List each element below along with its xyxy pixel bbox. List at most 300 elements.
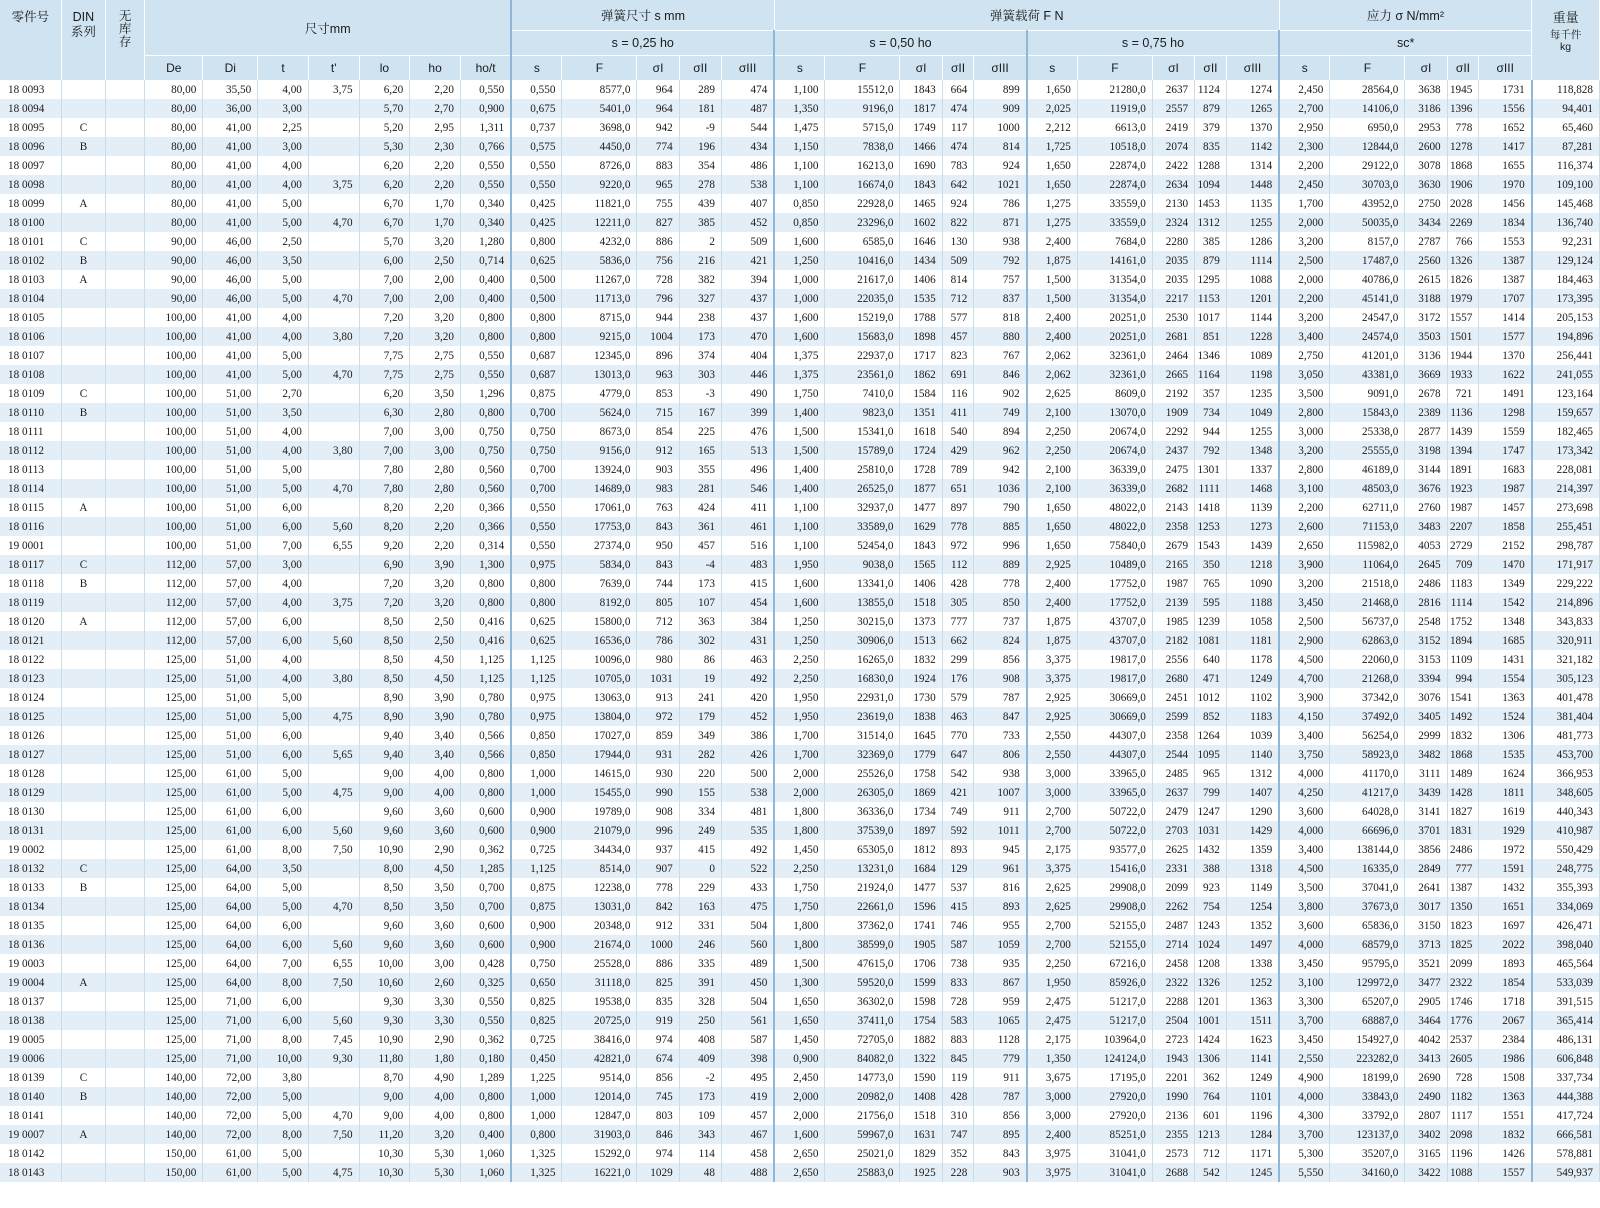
table-cell: 52155,0	[1077, 935, 1152, 954]
table-cell: 2165	[1152, 555, 1194, 574]
table-cell: 538	[721, 175, 774, 194]
table-cell: 492	[721, 840, 774, 859]
table-cell: 2269	[1447, 213, 1479, 232]
table-cell: 1631	[900, 1125, 942, 1144]
table-cell: 43707,0	[1077, 612, 1152, 631]
table-cell: 1831	[1447, 821, 1479, 840]
din-series-cell: B	[61, 878, 105, 897]
table-cell: 893	[974, 897, 1027, 916]
table-cell: 1059	[974, 935, 1027, 954]
table-cell	[308, 99, 359, 118]
table-cell: 21924,0	[825, 878, 900, 897]
table-cell: 4,00	[258, 422, 309, 441]
table-cell: 1017	[1195, 308, 1227, 327]
table-cell: 487	[721, 99, 774, 118]
table-cell: 767	[974, 346, 1027, 365]
table-cell: 1239	[1195, 612, 1227, 631]
table-cell: 1,700	[774, 745, 825, 764]
table-cell: 846	[974, 365, 1027, 384]
table-cell: 1501	[1447, 327, 1479, 346]
table-cell: 909	[974, 99, 1027, 118]
table-cell: 1448	[1226, 175, 1279, 194]
table-cell: 80,00	[145, 80, 203, 99]
table-row	[0, 232, 1600, 251]
table-cell: 61,00	[203, 1163, 258, 1182]
table-cell: 1,950	[774, 555, 825, 574]
table-cell: 2143	[1152, 498, 1194, 517]
table-cell: 1196	[1226, 1106, 1279, 1125]
table-cell: 825	[637, 973, 679, 992]
table-cell: 2192	[1152, 384, 1194, 403]
table-cell: 59967,0	[825, 1125, 900, 1144]
table-cell: 22874,0	[1077, 156, 1152, 175]
part-number-cell: 18 0122	[0, 650, 61, 669]
table-cell: 8,00	[258, 840, 309, 859]
table-cell: 2,400	[1027, 232, 1078, 251]
table-cell: 5,70	[359, 99, 410, 118]
table-cell: 1754	[900, 1011, 942, 1030]
table-cell: 125,00	[145, 821, 203, 840]
table-cell: 712	[942, 289, 974, 308]
table-cell: 2703	[1152, 821, 1194, 840]
table-cell: 14106,0	[1330, 99, 1405, 118]
table-cell: 488	[721, 1163, 774, 1182]
table-cell: 2605	[1447, 1049, 1479, 1068]
table-cell: 1429	[1226, 821, 1279, 840]
table-cell: 827	[637, 213, 679, 232]
table-cell: 302	[679, 631, 721, 650]
table-cell: 1829	[900, 1144, 942, 1163]
table-cell: 5,00	[258, 479, 309, 498]
table-cell: 3464	[1405, 1011, 1447, 1030]
table-cell: 17753,0	[562, 517, 637, 536]
table-cell: 961	[974, 859, 1027, 878]
table-cell: 3144	[1405, 460, 1447, 479]
table-cell	[106, 118, 145, 137]
table-cell: 3,675	[1027, 1068, 1078, 1087]
part-number-cell: 18 0142	[0, 1144, 61, 1163]
table-cell: 171,917	[1532, 555, 1600, 574]
table-cell: 0,366	[460, 517, 511, 536]
header-no-stock: 无 库 存	[106, 0, 145, 80]
table-cell: 886	[637, 954, 679, 973]
table-cell: 1923	[1447, 479, 1479, 498]
table-cell: 1301	[1195, 460, 1227, 479]
table-cell: 72,00	[203, 1068, 258, 1087]
table-row	[0, 707, 1600, 726]
table-cell: 1128	[974, 1030, 1027, 1049]
table-cell: 5,00	[258, 1144, 309, 1163]
table-cell: 125,00	[145, 840, 203, 859]
table-cell: 2486	[1405, 574, 1447, 593]
table-cell: 787	[974, 1087, 1027, 1106]
table-cell: 3,450	[1279, 1030, 1330, 1049]
table-cell: 1,250	[774, 251, 825, 270]
subheader-dim-0: De	[145, 56, 203, 81]
table-row	[0, 992, 1600, 1011]
table-cell: 27374,0	[562, 536, 637, 555]
table-cell	[308, 574, 359, 593]
table-cell: 972	[942, 536, 974, 555]
table-row	[0, 1144, 1600, 1163]
table-cell: 0	[679, 859, 721, 878]
table-cell: 2,925	[1027, 707, 1078, 726]
table-cell: 0,550	[460, 175, 511, 194]
table-cell: 1417	[1479, 137, 1532, 156]
table-cell: 6613,0	[1077, 118, 1152, 137]
table-cell: 818	[974, 308, 1027, 327]
table-cell: 167	[679, 403, 721, 422]
header-spring-load: 弹簧载荷 F N	[774, 0, 1279, 31]
table-cell: 908	[637, 802, 679, 821]
table-cell: 2600	[1405, 137, 1447, 156]
table-cell	[308, 650, 359, 669]
table-row	[0, 631, 1600, 650]
table-cell: 16335,0	[1330, 859, 1405, 878]
table-cell: 837	[974, 289, 1027, 308]
table-cell: -3	[679, 384, 721, 403]
table-cell: 25883,0	[825, 1163, 900, 1182]
header-part-no: 零件号	[0, 0, 61, 80]
table-cell	[106, 593, 145, 612]
table-cell: 2331	[1152, 859, 1194, 878]
table-cell: 100,00	[145, 365, 203, 384]
table-cell: 21674,0	[562, 935, 637, 954]
table-row	[0, 574, 1600, 593]
table-cell: 2530	[1152, 308, 1194, 327]
table-cell: 129972,0	[1330, 973, 1405, 992]
table-cell: 452	[721, 213, 774, 232]
table-cell: 1924	[900, 669, 942, 688]
table-cell: 2557	[1152, 99, 1194, 118]
table-cell: 129,124	[1532, 251, 1600, 270]
table-cell: 0,500	[511, 289, 562, 308]
table-cell: 458	[721, 1144, 774, 1163]
table-cell: 854	[637, 422, 679, 441]
table-cell: 1431	[1479, 650, 1532, 669]
table-cell: 2,800	[1279, 403, 1330, 422]
table-cell: 3078	[1405, 156, 1447, 175]
table-cell: 3198	[1405, 441, 1447, 460]
table-cell: 1,125	[460, 669, 511, 688]
table-cell: 1,875	[1027, 631, 1078, 650]
subheader-s025-1: F	[562, 56, 637, 81]
table-cell: 0,750	[511, 441, 562, 460]
table-cell: -9	[679, 118, 721, 137]
table-cell: 2953	[1405, 118, 1447, 137]
table-cell: 4,00	[410, 764, 461, 783]
table-cell: 2,500	[1279, 251, 1330, 270]
table-cell: 4,75	[308, 707, 359, 726]
part-number-cell: 18 0118	[0, 574, 61, 593]
table-row	[0, 935, 1600, 954]
table-cell: 0,550	[511, 517, 562, 536]
table-cell: 6950,0	[1330, 118, 1405, 137]
table-cell: 4,70	[308, 213, 359, 232]
table-cell: 8,90	[359, 707, 410, 726]
table-cell: 27920,0	[1077, 1087, 1152, 1106]
table-cell: 896	[637, 346, 679, 365]
table-cell: 7,20	[359, 574, 410, 593]
table-cell: 894	[974, 422, 1027, 441]
table-cell: 1987	[1152, 574, 1194, 593]
table-cell: 2,000	[1279, 213, 1330, 232]
table-cell: 4,00	[258, 669, 309, 688]
din-series-cell	[61, 821, 105, 840]
table-cell: 1542	[1479, 593, 1532, 612]
table-cell: 1288	[1195, 156, 1227, 175]
table-cell: 1684	[900, 859, 942, 878]
table-cell: 3,000	[1027, 1087, 1078, 1106]
table-cell: 1728	[900, 460, 942, 479]
table-cell: 354	[679, 156, 721, 175]
table-cell: 1024	[1195, 935, 1227, 954]
table-cell: 1428	[1447, 783, 1479, 802]
table-cell: 1697	[1479, 916, 1532, 935]
table-cell: 912	[637, 916, 679, 935]
table-cell: 61,00	[203, 783, 258, 802]
table-cell: 1243	[1195, 916, 1227, 935]
table-cell: 2,025	[1027, 99, 1078, 118]
table-cell: 1153	[1195, 289, 1227, 308]
table-cell: 1,125	[511, 859, 562, 878]
table-row	[0, 669, 1600, 688]
table-cell: 1,875	[1027, 251, 1078, 270]
table-cell: 57,00	[203, 612, 258, 631]
din-series-cell	[61, 593, 105, 612]
table-cell: 428	[942, 1087, 974, 1106]
table-cell: 2,450	[1279, 175, 1330, 194]
table-cell: 3,30	[410, 992, 461, 1011]
table-cell: 474	[942, 137, 974, 156]
table-cell: 2288	[1152, 992, 1194, 1011]
table-cell: 1535	[900, 289, 942, 308]
table-cell: 9823,0	[825, 403, 900, 422]
part-number-cell: 19 0007	[0, 1125, 61, 1144]
table-cell: 3150	[1405, 916, 1447, 935]
table-cell	[308, 1068, 359, 1087]
table-cell: 3,800	[1279, 897, 1330, 916]
table-cell: 6,00	[258, 935, 309, 954]
table-cell: 1717	[900, 346, 942, 365]
table-cell: 7,00	[359, 441, 410, 460]
table-cell: 1,950	[1027, 973, 1078, 992]
table-cell: 62711,0	[1330, 498, 1405, 517]
table-cell: 16536,0	[562, 631, 637, 650]
table-cell: 1511	[1226, 1011, 1279, 1030]
table-cell: 786	[637, 631, 679, 650]
table-cell: 64,00	[203, 859, 258, 878]
table-cell: 1559	[1479, 422, 1532, 441]
table-cell: 31903,0	[562, 1125, 637, 1144]
table-cell: 2,450	[1279, 80, 1330, 99]
table-cell: 2,550	[1027, 745, 1078, 764]
table-cell: 100,00	[145, 403, 203, 422]
table-cell: 33559,0	[1077, 213, 1152, 232]
table-cell: 516	[721, 536, 774, 555]
table-cell: 2358	[1152, 517, 1194, 536]
table-cell: 1,650	[1027, 498, 1078, 517]
table-cell: 4,300	[1279, 1106, 1330, 1125]
table-cell	[308, 688, 359, 707]
table-cell: 1348	[1226, 441, 1279, 460]
table-cell: 7,20	[359, 327, 410, 346]
table-cell: 1352	[1226, 916, 1279, 935]
table-cell: 4,70	[308, 479, 359, 498]
table-cell: 504	[721, 916, 774, 935]
table-cell: 1747	[1479, 441, 1532, 460]
table-cell: 2,90	[410, 840, 461, 859]
table-cell: 1,375	[774, 365, 825, 384]
table-cell: 256,441	[1532, 346, 1600, 365]
table-cell: 15800,0	[562, 612, 637, 631]
table-cell: 20348,0	[562, 916, 637, 935]
table-cell: 32937,0	[825, 498, 900, 517]
table-row	[0, 137, 1600, 156]
table-cell: 21617,0	[825, 270, 900, 289]
table-cell: 9220,0	[562, 175, 637, 194]
table-cell: 27920,0	[1077, 1106, 1152, 1125]
table-cell: 51,00	[203, 650, 258, 669]
table-row	[0, 99, 1600, 118]
table-cell: 385	[1195, 232, 1227, 251]
table-cell: 249	[679, 821, 721, 840]
table-cell: 1909	[1152, 403, 1194, 422]
table-cell: 365,414	[1532, 1011, 1600, 1030]
table-cell: 1004	[637, 327, 679, 346]
table-cell: 3,700	[1279, 1125, 1330, 1144]
table-cell: 2,250	[774, 859, 825, 878]
table-cell: 897	[942, 498, 974, 517]
table-cell: 5,00	[258, 346, 309, 365]
part-number-cell: 18 0133	[0, 878, 61, 897]
din-series-cell	[61, 935, 105, 954]
table-cell: 964	[637, 80, 679, 99]
subheader-s075-2: σI	[1152, 56, 1194, 81]
table-cell: 17944,0	[562, 745, 637, 764]
table-cell: 65305,0	[825, 840, 900, 859]
table-cell: 0,625	[511, 631, 562, 650]
table-cell: 1929	[1479, 821, 1532, 840]
table-cell: 17752,0	[1077, 574, 1152, 593]
table-cell: 3698,0	[562, 118, 637, 137]
table-cell: 0,450	[511, 1049, 562, 1068]
table-cell: 154927,0	[1330, 1030, 1405, 1049]
table-cell	[308, 346, 359, 365]
table-cell	[308, 612, 359, 631]
table-cell: 29122,0	[1330, 156, 1405, 175]
table-row	[0, 650, 1600, 669]
table-cell: 9514,0	[562, 1068, 637, 1087]
table-cell: 2816	[1405, 593, 1447, 612]
table-cell: 13804,0	[562, 707, 637, 726]
table-cell: 10,00	[359, 954, 410, 973]
table-row	[0, 726, 1600, 745]
table-cell: 5,00	[258, 289, 309, 308]
table-cell: 0,714	[460, 251, 511, 270]
din-series-cell	[61, 308, 105, 327]
table-cell: 2451	[1152, 688, 1194, 707]
table-cell: 3,20	[410, 1125, 461, 1144]
table-cell: 6,00	[258, 1011, 309, 1030]
table-cell: 5,70	[359, 232, 410, 251]
table-cell: 36339,0	[1077, 479, 1152, 498]
table-cell: 2665	[1152, 365, 1194, 384]
table-cell: 2,400	[1027, 1125, 1078, 1144]
table-cell: 1434	[900, 251, 942, 270]
table-cell: 0,550	[460, 346, 511, 365]
din-series-cell	[61, 897, 105, 916]
table-cell: 8,00	[258, 1030, 309, 1049]
table-cell: 0,825	[511, 992, 562, 1011]
table-cell: 1418	[1195, 498, 1227, 517]
table-cell: 1651	[1479, 897, 1532, 916]
table-cell: 1513	[900, 631, 942, 650]
table-cell: 814	[974, 137, 1027, 156]
table-cell: 100,00	[145, 460, 203, 479]
table-cell: 11,20	[359, 1125, 410, 1144]
table-cell: 2,00	[410, 270, 461, 289]
table-cell: 2787	[1405, 232, 1447, 251]
table-cell: 46189,0	[1330, 460, 1405, 479]
table-cell: 33965,0	[1077, 783, 1152, 802]
table-cell: 2,475	[1027, 992, 1078, 1011]
din-series-cell: B	[61, 574, 105, 593]
table-cell: 1265	[1226, 99, 1279, 118]
table-cell: 0,800	[511, 593, 562, 612]
table-cell: 90,00	[145, 289, 203, 308]
table-cell: 1,311	[460, 118, 511, 137]
subheader-s025-4: σIII	[721, 56, 774, 81]
table-cell: 1,500	[774, 441, 825, 460]
table-cell: 1,500	[774, 954, 825, 973]
table-cell: 1,296	[460, 384, 511, 403]
header-dimensions: 尺寸mm	[145, 0, 512, 56]
table-cell: 1,225	[511, 1068, 562, 1087]
table-cell	[308, 878, 359, 897]
table-cell: 4,500	[1279, 650, 1330, 669]
table-cell: 361	[679, 517, 721, 536]
table-cell: 1,450	[774, 840, 825, 859]
table-cell	[106, 137, 145, 156]
table-cell: 173,342	[1532, 441, 1600, 460]
table-cell: 181	[679, 99, 721, 118]
table-cell: 94,401	[1532, 99, 1600, 118]
table-cell: 3186	[1405, 99, 1447, 118]
table-cell: 3483	[1405, 517, 1447, 536]
table-cell: 2099	[1152, 878, 1194, 897]
table-cell	[106, 479, 145, 498]
table-cell: 327	[679, 289, 721, 308]
table-cell: 7,00	[359, 422, 410, 441]
table-cell	[106, 251, 145, 270]
table-cell: 31354,0	[1077, 289, 1152, 308]
table-cell: 1906	[1447, 175, 1479, 194]
table-cell: 2464	[1152, 346, 1194, 365]
table-cell: 3,60	[410, 916, 461, 935]
table-cell: 1,100	[774, 156, 825, 175]
table-cell: 13855,0	[825, 593, 900, 612]
table-cell: 0,800	[511, 327, 562, 346]
table-cell: 64,00	[203, 897, 258, 916]
table-cell: 1690	[900, 156, 942, 175]
table-cell: 0,700	[511, 403, 562, 422]
table-cell	[106, 669, 145, 688]
table-cell: 974	[637, 1144, 679, 1163]
table-cell: 1655	[1479, 156, 1532, 175]
table-row	[0, 916, 1600, 935]
table-cell: 2486	[1447, 840, 1479, 859]
